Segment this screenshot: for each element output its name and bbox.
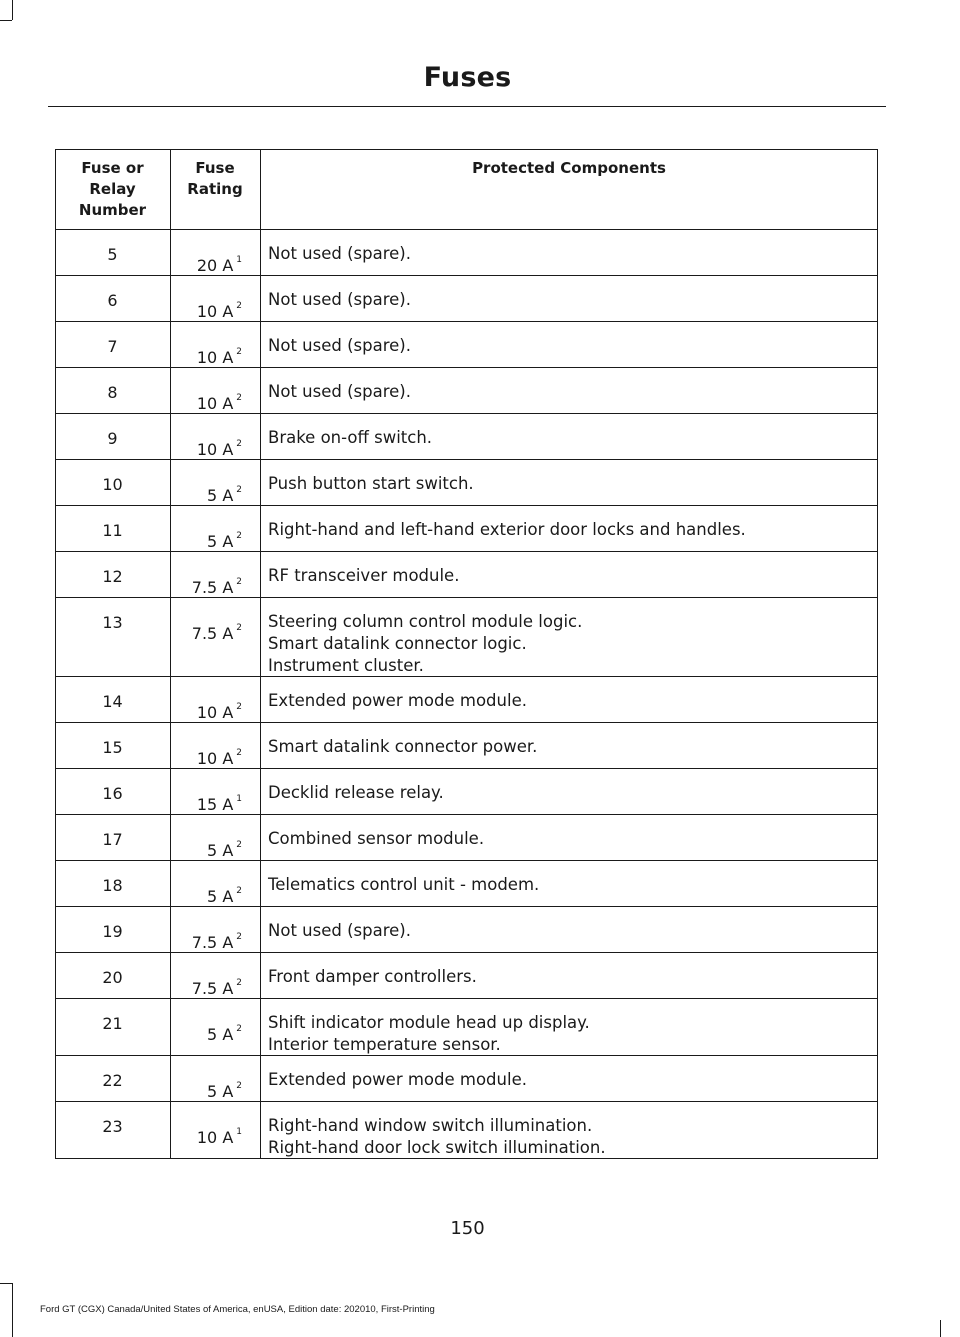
fuse-rating — [170, 769, 260, 814]
fuse-rating-value: 10 A — [196, 302, 234, 321]
component-line: Push button start switch. — [268, 474, 474, 493]
table-row — [55, 861, 878, 907]
table-row — [55, 598, 878, 677]
protected-components — [260, 723, 878, 768]
table-row — [55, 276, 878, 322]
component-line: Smart datalink connector power. — [268, 737, 538, 756]
fuse-rating — [170, 414, 260, 459]
fuse-rating — [170, 1102, 260, 1158]
fuse-rating-value: 5 A — [207, 1025, 234, 1044]
header-protected-components: Protected Components — [472, 159, 666, 177]
fuse-number: 20 — [102, 968, 123, 987]
fuse-rating-value: 10 A — [196, 440, 234, 459]
footnote-marker: 2 — [236, 1081, 242, 1091]
crop-mark-bottom-left-v — [12, 1283, 13, 1337]
fuse-number: 23 — [102, 1117, 123, 1136]
table-row — [55, 999, 878, 1056]
fuse-rating — [170, 552, 260, 597]
component-line: Combined sensor module. — [268, 829, 485, 848]
protected-components — [260, 1056, 878, 1101]
fuse-number: 22 — [102, 1071, 123, 1090]
fuse-number: 9 — [107, 429, 118, 448]
footnote-marker: 2 — [236, 531, 242, 541]
fuse-number: 6 — [107, 291, 118, 310]
fuse-number: 14 — [102, 692, 123, 711]
component-line: Not used (spare). — [268, 244, 411, 263]
footnote-marker: 2 — [236, 748, 242, 758]
component-line: Right-hand door lock switch illumination. — [268, 1138, 606, 1157]
table-header — [55, 150, 878, 230]
table-row — [55, 815, 878, 861]
fuse-rating — [170, 230, 260, 275]
fuse-number: 21 — [102, 1014, 123, 1033]
component-line: Not used (spare). — [268, 336, 411, 355]
component-line: Right-hand window switch illumination. — [268, 1116, 593, 1135]
fuse-rating — [170, 506, 260, 551]
fuse-number: 12 — [102, 567, 123, 586]
fuse-rating-value: 5 A — [207, 887, 234, 906]
fuse-rating — [170, 368, 260, 413]
fuse-rating — [170, 1056, 260, 1101]
table-row — [55, 769, 878, 815]
page-number: 150 — [450, 1218, 485, 1239]
footnote-marker: 1 — [236, 794, 242, 804]
footnote-marker: 2 — [236, 1024, 242, 1034]
protected-components — [260, 230, 878, 275]
fuse-rating — [170, 460, 260, 505]
footnote-marker: 2 — [236, 439, 242, 449]
footnote-marker: 1 — [236, 255, 242, 265]
component-line: Extended power mode module. — [268, 1070, 527, 1089]
fuse-rating-value: 5 A — [207, 532, 234, 551]
protected-components — [260, 368, 878, 413]
footnote-marker: 1 — [236, 1127, 242, 1137]
fuse-rating-value: 7.5 A — [191, 624, 234, 643]
component-line: Brake on-off switch. — [268, 428, 433, 447]
component-line: Interior temperature sensor. — [268, 1035, 501, 1054]
fuse-number: 15 — [102, 738, 123, 757]
fuse-rating-value: 7.5 A — [191, 578, 234, 597]
table-row — [55, 907, 878, 953]
fuse-number: 8 — [107, 383, 118, 402]
footnote-marker: 2 — [236, 393, 242, 403]
table-row — [55, 414, 878, 460]
table-row — [55, 1102, 878, 1159]
crop-mark-top-left-v — [12, 0, 13, 20]
component-line: Shift indicator module head up display. — [268, 1013, 590, 1032]
footnote-marker: 2 — [236, 347, 242, 357]
fuse-rating-value: 10 A — [196, 703, 234, 722]
edition-footer: Ford GT (CGX) Canada/United States of America, enUSA, Edition date: 202010, First-Printing — [40, 1304, 435, 1315]
footnote-marker: 2 — [236, 932, 242, 942]
protected-components — [260, 506, 878, 551]
table-row — [55, 460, 878, 506]
header-fuse-number: Fuse or Relay Number — [78, 159, 147, 219]
table-row — [55, 230, 878, 276]
protected-components — [260, 815, 878, 860]
page-title: Fuses — [423, 62, 512, 93]
fuse-table — [55, 149, 878, 1159]
fuse-rating-value: 5 A — [207, 841, 234, 860]
table-row — [55, 677, 878, 723]
footnote-marker: 2 — [236, 623, 242, 633]
protected-components — [260, 907, 878, 952]
fuse-rating-value: 15 A — [196, 795, 234, 814]
fuse-rating-value: 20 A — [196, 256, 234, 275]
protected-components — [260, 598, 878, 676]
crop-mark-top-left-h — [0, 20, 12, 21]
footnote-marker: 2 — [236, 886, 242, 896]
component-line: Extended power mode module. — [268, 691, 527, 710]
fuse-rating — [170, 815, 260, 860]
footnote-marker: 2 — [236, 702, 242, 712]
protected-components — [260, 677, 878, 722]
header-rule — [48, 106, 886, 107]
fuse-number: 10 — [102, 475, 123, 494]
protected-components — [260, 322, 878, 367]
protected-components — [260, 276, 878, 321]
protected-components — [260, 460, 878, 505]
fuse-rating-value: 7.5 A — [191, 979, 234, 998]
footnote-marker: 2 — [236, 840, 242, 850]
table-row — [55, 552, 878, 598]
fuse-rating — [170, 598, 260, 676]
footnote-marker: 2 — [236, 577, 242, 587]
component-line: Smart datalink connector logic. — [268, 634, 527, 653]
protected-components — [260, 953, 878, 998]
table-row — [55, 953, 878, 999]
table-row — [55, 1056, 878, 1102]
fuse-number: 18 — [102, 876, 123, 895]
component-line: Telematics control unit - modem. — [268, 875, 540, 894]
fuse-rating-value: 5 A — [207, 1082, 234, 1101]
component-line: Not used (spare). — [268, 290, 411, 309]
protected-components — [260, 414, 878, 459]
component-line: RF transceiver module. — [268, 566, 460, 585]
footnote-marker: 2 — [236, 301, 242, 311]
fuse-rating — [170, 677, 260, 722]
protected-components — [260, 1102, 878, 1158]
table-row — [55, 368, 878, 414]
fuse-rating-value: 10 A — [196, 1128, 234, 1147]
fuse-rating — [170, 999, 260, 1055]
fuse-number: 7 — [107, 337, 118, 356]
fuse-rating — [170, 276, 260, 321]
crop-mark-bottom-left-h — [0, 1283, 12, 1284]
fuse-rating — [170, 907, 260, 952]
fuse-number: 17 — [102, 830, 123, 849]
fuse-number: 13 — [102, 613, 123, 632]
fuse-number: 19 — [102, 922, 123, 941]
protected-components — [260, 861, 878, 906]
table-row — [55, 322, 878, 368]
fuse-number: 5 — [107, 245, 118, 264]
fuse-rating-value: 10 A — [196, 749, 234, 768]
component-line: Instrument cluster. — [268, 656, 424, 675]
fuse-number: 11 — [102, 521, 123, 540]
protected-components — [260, 999, 878, 1055]
fuse-rating — [170, 322, 260, 367]
component-line: Right-hand and left-hand exterior door locks and handles. — [268, 520, 746, 539]
component-line: Not used (spare). — [268, 921, 411, 940]
protected-components — [260, 552, 878, 597]
fuse-rating-value: 10 A — [196, 394, 234, 413]
footnote-marker: 2 — [236, 485, 242, 495]
table-row — [55, 506, 878, 552]
crop-mark-bottom-right-v — [940, 1320, 941, 1337]
fuse-rating — [170, 723, 260, 768]
fuse-rating-value: 10 A — [196, 348, 234, 367]
header-fuse-rating: Fuse Rating — [187, 159, 243, 198]
component-line: Decklid release relay. — [268, 783, 444, 802]
component-line: Front damper controllers. — [268, 967, 477, 986]
component-line: Not used (spare). — [268, 382, 411, 401]
fuse-rating — [170, 953, 260, 998]
table-row — [55, 723, 878, 769]
fuse-rating-value: 7.5 A — [191, 933, 234, 952]
fuse-number: 16 — [102, 784, 123, 803]
protected-components — [260, 769, 878, 814]
footnote-marker: 2 — [236, 978, 242, 988]
component-line: Steering column control module logic. — [268, 612, 583, 631]
table-body — [55, 230, 878, 1159]
fuse-rating-value: 5 A — [207, 486, 234, 505]
fuse-rating — [170, 861, 260, 906]
